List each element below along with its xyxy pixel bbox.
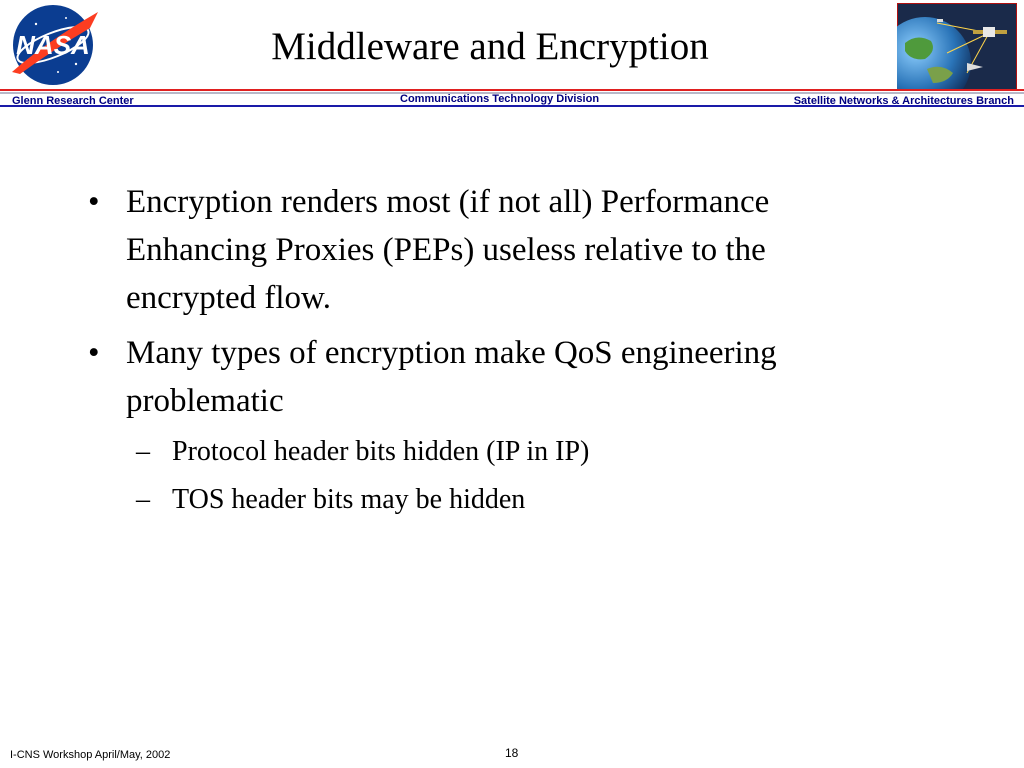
bullet-line: Enhancing Proxies (PEPs) useless relative to the [126,232,766,268]
sub-bullet-glyph: – [136,436,150,467]
slide-body [88,178,988,528]
nasa-logo-icon [6,2,100,88]
bullet-line: Encryption renders most (if not all) Performance [126,184,770,220]
header-right-label: Satellite Networks & Architectures Branch [793,95,1014,107]
sub-bullet-item [88,432,988,472]
bullet-line: encrypted flow. [126,280,331,316]
page-title: Middleware and Encryption [271,25,709,68]
bullet-glyph: • [88,184,100,220]
satellite-earth-icon [897,3,1017,90]
bullet-line: problematic [126,383,284,419]
footer-left-label: I-CNS Workshop April/May, 2002 [10,749,171,761]
sub-bullet-glyph: – [136,484,150,515]
header-center-label: Communications Technology Division [400,93,600,105]
bullet-item [88,178,988,322]
header-left-label: Glenn Research Center [12,95,134,107]
sub-bullet-item [88,480,988,520]
sub-bullet-text: TOS header bits may be hidden [172,484,526,515]
bullet-line: Many types of encryption make QoS engineering [126,335,777,371]
sub-bullet-text: Protocol header bits hidden (IP in IP) [172,436,590,467]
svg-text:NASA: NASA [16,30,90,60]
bullet-glyph: • [88,335,100,371]
page-number: 18 [505,746,519,760]
header-rule-red [0,89,1024,91]
bullet-item [88,329,988,425]
